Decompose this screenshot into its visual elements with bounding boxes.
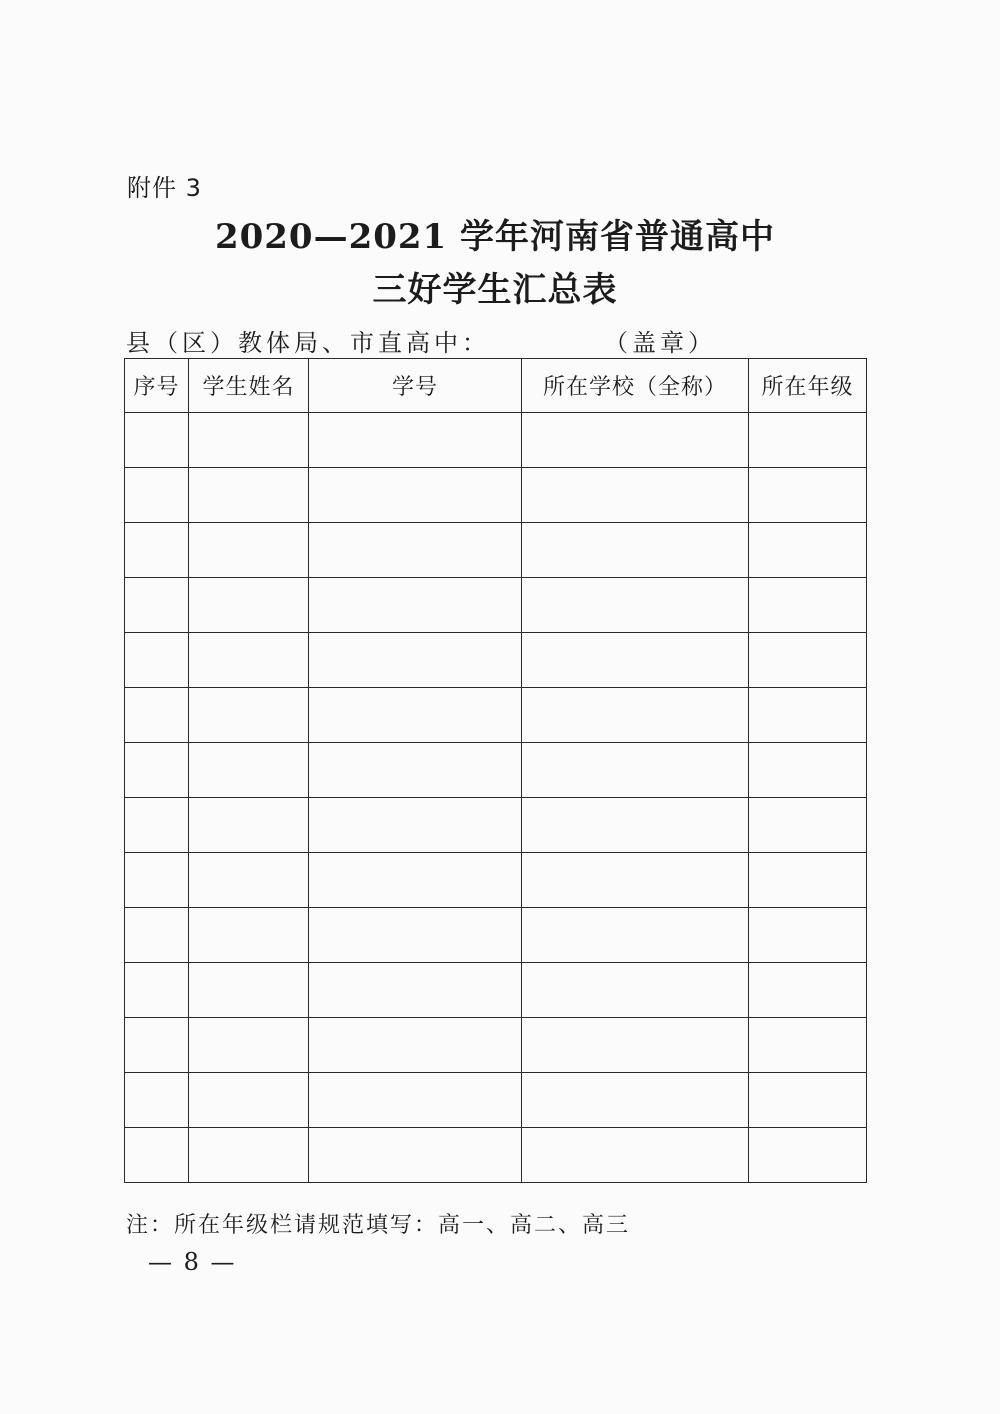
student-id-cell xyxy=(309,633,522,688)
school-cell xyxy=(522,523,749,578)
grade-cell xyxy=(749,1073,867,1128)
school-cell xyxy=(522,798,749,853)
grade-cell xyxy=(749,1128,867,1183)
school-cell xyxy=(522,853,749,908)
school-cell xyxy=(522,908,749,963)
grade-cell xyxy=(749,1018,867,1073)
document-title: 2020—2021 学年河南省普通高中 xyxy=(214,217,776,257)
serial-number-cell xyxy=(125,1128,189,1183)
student-id-cell xyxy=(309,413,522,468)
footnote: 注：所在年级栏请规范填写：高一、高二、高三 xyxy=(126,1213,631,1238)
header-student-name: 学生姓名 xyxy=(189,359,309,413)
header-student-id: 学号 xyxy=(309,359,522,413)
grade-cell xyxy=(749,963,867,1018)
school-cell xyxy=(522,633,749,688)
student-name-cell xyxy=(189,468,309,523)
student-name-cell xyxy=(189,798,309,853)
document-subtitle: 三好学生汇总表 xyxy=(372,270,618,310)
unit-label: 县（区）教体局、市直高中： xyxy=(126,329,490,357)
table-row xyxy=(125,633,867,688)
serial-number-cell xyxy=(125,1073,189,1128)
student-name-cell xyxy=(189,1018,309,1073)
student-id-cell xyxy=(309,468,522,523)
student-name-cell xyxy=(189,908,309,963)
student-id-cell xyxy=(309,853,522,908)
table-row xyxy=(125,853,867,908)
serial-number-cell xyxy=(125,468,189,523)
table-row xyxy=(125,1128,867,1183)
student-id-cell xyxy=(309,578,522,633)
serial-number-cell xyxy=(125,578,189,633)
header-school-full-name: 所在学校（全称） xyxy=(522,359,749,413)
serial-number-cell xyxy=(125,413,189,468)
student-name-cell xyxy=(189,1128,309,1183)
student-name-cell xyxy=(189,853,309,908)
serial-number-cell xyxy=(125,688,189,743)
serial-number-cell xyxy=(125,523,189,578)
grade-cell xyxy=(749,853,867,908)
school-cell xyxy=(522,578,749,633)
student-name-cell xyxy=(189,413,309,468)
student-name-cell xyxy=(189,1073,309,1128)
table-row xyxy=(125,798,867,853)
student-id-cell xyxy=(309,523,522,578)
student-id-cell xyxy=(309,1128,522,1183)
student-id-cell xyxy=(309,963,522,1018)
table-row xyxy=(125,908,867,963)
grade-cell xyxy=(749,798,867,853)
seal-label: （盖章） xyxy=(604,329,716,357)
school-cell xyxy=(522,963,749,1018)
table-row xyxy=(125,1073,867,1128)
serial-number-cell xyxy=(125,908,189,963)
school-cell xyxy=(522,1128,749,1183)
table-row xyxy=(125,743,867,798)
student-name-cell xyxy=(189,523,309,578)
serial-number-cell xyxy=(125,963,189,1018)
serial-number-cell xyxy=(125,798,189,853)
grade-cell xyxy=(749,688,867,743)
school-cell xyxy=(522,1073,749,1128)
grade-cell xyxy=(749,743,867,798)
school-cell xyxy=(522,743,749,798)
page-number: — 8 — xyxy=(148,1248,237,1276)
table-row xyxy=(125,688,867,743)
student-name-cell xyxy=(189,963,309,1018)
student-id-cell xyxy=(309,1018,522,1073)
grade-cell xyxy=(749,578,867,633)
grade-cell xyxy=(749,523,867,578)
school-cell xyxy=(522,1018,749,1073)
student-name-cell xyxy=(189,578,309,633)
table-body xyxy=(125,413,867,1183)
serial-number-cell xyxy=(125,743,189,798)
table-row xyxy=(125,1018,867,1073)
table-row xyxy=(125,468,867,523)
summary-table xyxy=(124,358,867,1183)
school-cell xyxy=(522,413,749,468)
serial-number-cell xyxy=(125,853,189,908)
table-header-row xyxy=(125,359,867,413)
student-id-cell xyxy=(309,688,522,743)
student-name-cell xyxy=(189,743,309,798)
serial-number-cell xyxy=(125,1018,189,1073)
grade-cell xyxy=(749,633,867,688)
student-id-cell xyxy=(309,743,522,798)
table-row xyxy=(125,578,867,633)
school-cell xyxy=(522,688,749,743)
table-row xyxy=(125,523,867,578)
header-grade: 所在年级 xyxy=(749,359,867,413)
student-id-cell xyxy=(309,908,522,963)
table-row xyxy=(125,963,867,1018)
student-name-cell xyxy=(189,633,309,688)
header-serial-number: 序号 xyxy=(125,359,189,413)
grade-cell xyxy=(749,468,867,523)
attachment-label: 附件 3 xyxy=(127,174,202,202)
student-name-cell xyxy=(189,688,309,743)
school-cell xyxy=(522,468,749,523)
student-id-cell xyxy=(309,798,522,853)
serial-number-cell xyxy=(125,633,189,688)
student-id-cell xyxy=(309,1073,522,1128)
table-row xyxy=(125,413,867,468)
grade-cell xyxy=(749,413,867,468)
grade-cell xyxy=(749,908,867,963)
